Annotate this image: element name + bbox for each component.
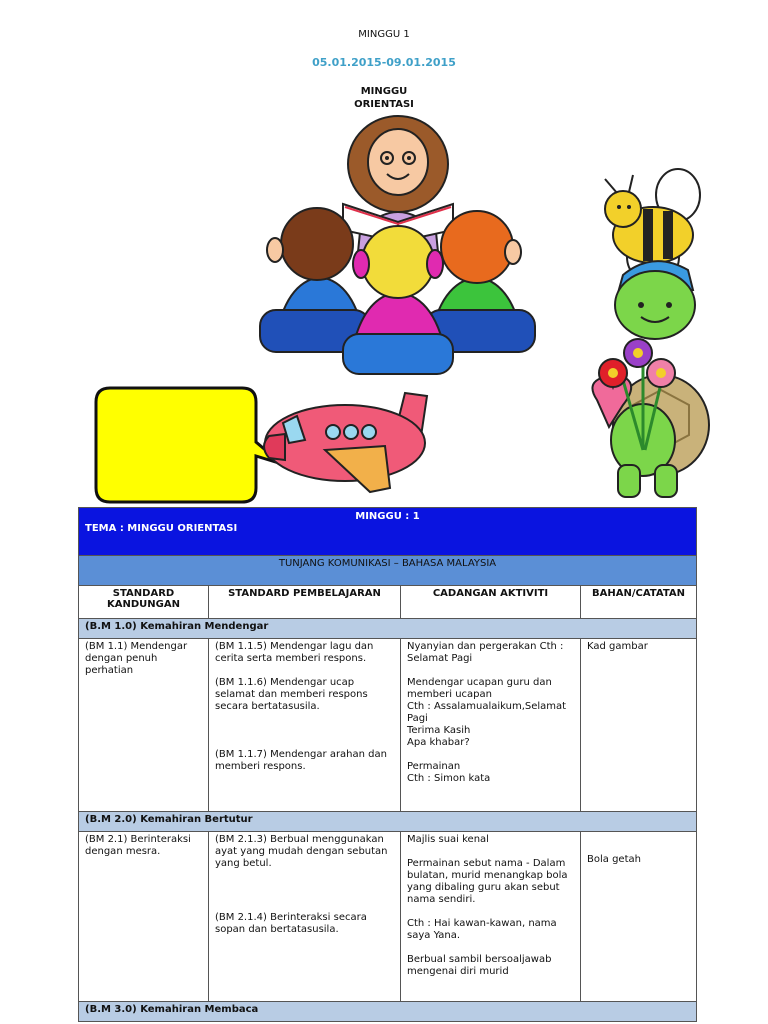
pembelajaran-cell	[209, 639, 401, 812]
aktiviti-item: Cth : Assalamualaikum,Selamat Pagi	[407, 701, 567, 724]
aktiviti-item: Permainan	[407, 761, 461, 772]
subtitle-line2: ORIENTASI	[354, 99, 414, 110]
aktiviti-item: Majlis suai kenal	[407, 834, 489, 845]
table-week-label: MINGGU : 1	[355, 511, 420, 522]
pembelajaran-item: (BM 1.1.7) Mendengar arahan dan memberi respons.	[215, 749, 387, 772]
section-header-row	[79, 619, 697, 639]
week-label: MINGGU 1	[358, 29, 410, 40]
aktiviti-cell	[401, 639, 581, 812]
turtle-bee-illustration	[583, 165, 718, 505]
section-header-row	[79, 812, 697, 832]
aktiviti-item: Permainan sebut nama - Dalam bulatan, murid menangkap bola yang dibaling guru akan sebut nama sendiri.	[407, 858, 568, 905]
section-header-row	[79, 1002, 697, 1022]
column-header-row	[79, 586, 697, 619]
pillar-row	[79, 556, 697, 586]
aktiviti-item: Apa khabar?	[407, 737, 470, 748]
kandungan-cell	[79, 832, 209, 1002]
pembelajaran-item: (BM 2.1.3) Berbual menggunakan ayat yang mudah dengan sebutan yang betul.	[215, 834, 388, 869]
aktiviti-item: Mendengar ucapan guru dan memberi ucapan	[407, 677, 552, 700]
section-title-membaca: (B.M 3.0) Kemahiran Membaca	[79, 1002, 697, 1022]
teacher-reading-illustration	[255, 112, 540, 382]
section-title-bertutur: (B.M 2.0) Kemahiran Bertutur	[79, 812, 697, 832]
section-content-row	[79, 639, 697, 812]
bahan-text: Bola getah	[587, 854, 641, 865]
kandungan-text: (BM 1.1) Mendengar dengan penuh perhatian	[85, 641, 188, 676]
lesson-plan-table	[78, 507, 697, 1022]
bahan-cell	[581, 832, 697, 1002]
column-header-kandungan: STANDARD KANDUNGAN	[79, 586, 209, 619]
aktiviti-item: Berbual sambil bersoaljawab mengenai diri murid	[407, 954, 552, 977]
pink-airplane	[255, 388, 435, 498]
aktiviti-cell	[401, 832, 581, 1002]
section-title-mendengar: (B.M 1.0) Kemahiran Mendengar	[79, 619, 697, 639]
table-theme-label: TEMA : MINGGU ORIENTASI	[85, 523, 238, 534]
column-header-aktiviti: CADANGAN AKTIVITI	[401, 586, 581, 619]
subtitle	[0, 85, 768, 111]
column-header-pembelajaran: STANDARD PEMBELAJARAN	[209, 586, 401, 619]
aktiviti-item: Terima Kasih	[407, 725, 471, 736]
bahan-text: Kad gambar	[587, 641, 648, 652]
section-content-row	[79, 832, 697, 1002]
kandungan-text: (BM 2.1) Berinteraksi dengan mesra.	[85, 834, 191, 857]
aktiviti-item: Cth : Hai kawan-kawan, nama saya Yana.	[407, 918, 557, 941]
pillar-label: TUNJANG KOMUNIKASI – BAHASA MALAYSIA	[79, 556, 697, 586]
kandungan-cell	[79, 639, 209, 812]
pembelajaran-item: (BM 1.1.6) Mendengar ucap selamat dan memberi respons secara bertatasusila.	[215, 677, 368, 712]
pembelajaran-item: (BM 2.1.4) Berinteraksi secara sopan dan bertatasusila.	[215, 912, 367, 935]
pembelajaran-item: (BM 1.1.5) Mendengar lagu dan cerita serta memberi respons.	[215, 641, 374, 664]
aktiviti-item: Cth : Simon kata	[407, 773, 491, 784]
pembelajaran-cell	[209, 832, 401, 1002]
week-theme-row	[79, 508, 697, 556]
aktiviti-item: Nyanyian dan pergerakan Cth : Selamat Pagi	[407, 641, 564, 664]
week-theme-cell	[79, 508, 697, 556]
date-range: 05.01.2015-09.01.2015	[312, 56, 456, 69]
column-header-bahan: BAHAN/CATATAN	[581, 586, 697, 619]
bahan-cell	[581, 639, 697, 812]
subtitle-line1: MINGGU	[360, 86, 408, 97]
